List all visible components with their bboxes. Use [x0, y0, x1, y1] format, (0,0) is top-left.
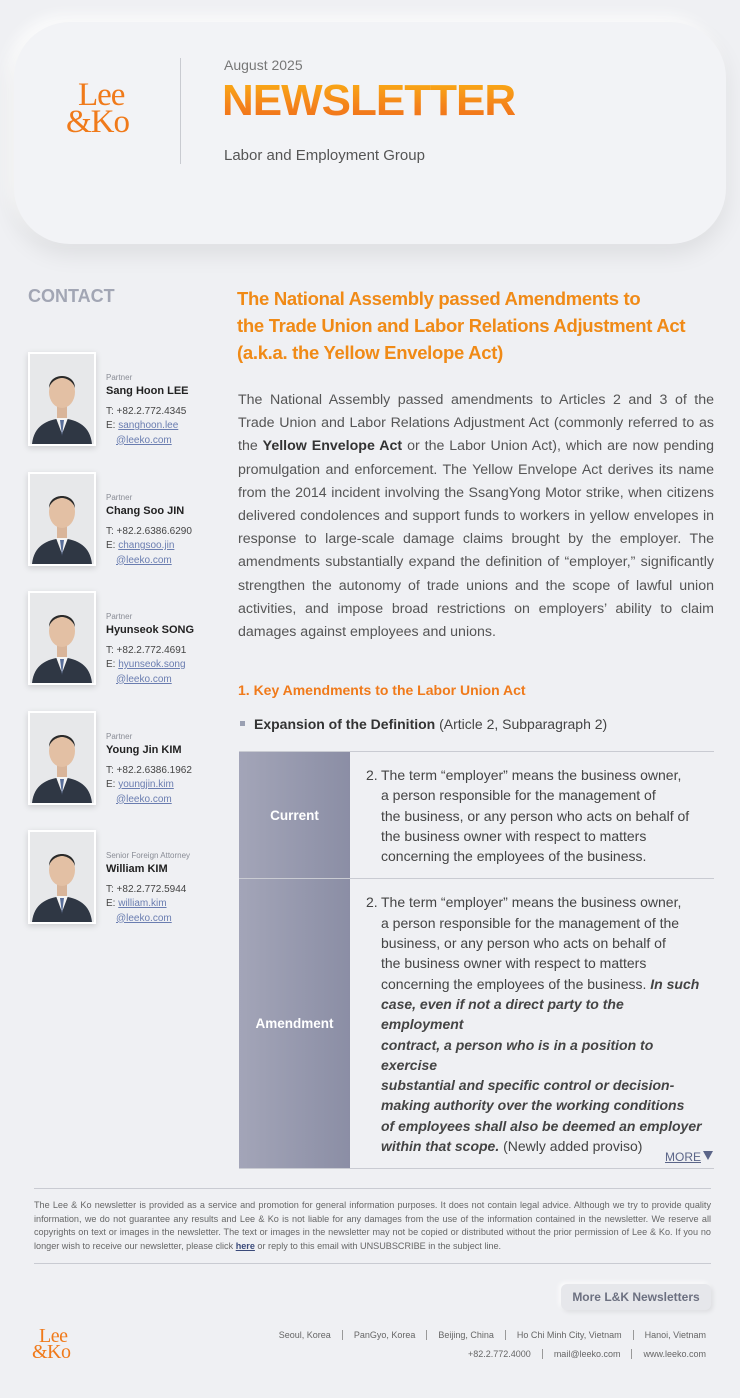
person-phone: T: +82.2.772.4691	[106, 644, 187, 656]
header-divider	[180, 58, 181, 164]
person-photo	[28, 352, 96, 446]
person-name: Chang Soo JIN	[106, 504, 185, 517]
current-label: Current	[239, 752, 350, 878]
office-item: Seoul, Korea	[278, 1330, 331, 1340]
person-role: Partner	[106, 373, 133, 382]
triangle-down-icon[interactable]	[703, 1151, 713, 1160]
person-info: Partner Sang Hoon LEE T: +82.2.772.4345 E: sanghoon.lee @leeko.com	[106, 373, 189, 446]
contact-card	[28, 591, 208, 685]
office-list	[279, 1330, 706, 1340]
practice-group: Labor and Employment Group	[224, 147, 425, 164]
person-email-link[interactable]: william.kim	[118, 898, 167, 910]
person-role: Partner	[106, 732, 133, 741]
disclaimer: The Lee & Ko newsletter is provided as a service and promotion for general information purposes. It does not contain legal advice. Although we try to provide quality information, we do not guarantee any results and Lee & Ko is not liable for any damages from the use of the information contained in the newsletter. We reserve all copyrights on text or images in the newsletter. The text or images in the newsletter may not be copied or distributed without the prior permission of Lee & Ko. If you no longer wish to receive our newsletter, please click here or reply to this email with UNSUBSCRIBE in the subject line.	[34, 1200, 711, 1251]
person-phone: T: +82.2.6386.1962	[106, 764, 192, 776]
person-photo	[28, 472, 96, 566]
table-row-amendment	[239, 879, 714, 1169]
person-phone: T: +82.2.772.5944	[106, 883, 187, 895]
bullet-square-icon	[240, 721, 245, 726]
person-photo	[28, 711, 96, 805]
person-name: Hyunseok SONG	[106, 623, 195, 636]
newsletter-title: NEWSLETTER	[222, 76, 516, 125]
person-photo	[28, 591, 96, 685]
unsubscribe-link[interactable]: here	[235, 1240, 255, 1251]
contact-card	[28, 711, 208, 805]
office-item: PanGyo, Korea	[353, 1330, 416, 1340]
person-name: William KIM	[106, 862, 168, 875]
separator	[342, 1330, 343, 1340]
person-email-domain[interactable]: @leeko.com	[116, 673, 172, 685]
article-title: The National Assembly passed Amendments to the Trade Union and Labor Relations Adjustment Act (a.k.a. the Yellow Envelope Act)	[237, 288, 686, 363]
issue-date: August 2025	[224, 57, 303, 73]
person-phone: T: +82.2.6386.6290	[106, 525, 192, 537]
person-info: Partner Young Jin KIM T: +82.2.6386.1962 E: youngjin.kim @leeko.com	[106, 732, 192, 805]
section-heading: 1. Key Amendments to the Labor Union Act	[238, 682, 526, 698]
divider-bottom	[34, 1263, 711, 1264]
office-item: Beijing, China	[438, 1330, 494, 1340]
person-email-link[interactable]: sanghoon.lee	[118, 420, 179, 432]
person-info: Senior Foreign Attorney William KIM T: +82.2.772.5944 E: william.kim @leeko.com	[106, 851, 191, 924]
person-role: Partner	[106, 612, 133, 621]
person-info: Partner Chang Soo JIN T: +82.2.6386.6290 E: changsoo.jin @leeko.com	[106, 493, 192, 566]
contact-card	[28, 830, 208, 924]
contact-card	[28, 472, 208, 566]
person-email-domain[interactable]: @leeko.com	[116, 554, 172, 566]
firm-website[interactable]: www.leeko.com	[643, 1349, 706, 1359]
firm-contacts	[468, 1349, 706, 1359]
office-item: Hanoi, Vietnam	[644, 1330, 706, 1340]
person-info: Partner Hyunseok SONG T: +82.2.772.4691 E: hyunseok.song @leeko.com	[106, 612, 195, 685]
person-phone: T: +82.2.772.4345	[106, 405, 187, 417]
amendment-text: 2. The term “employer” means the business owner, a person responsible for the management of the business, or any person who acts on behalf of the business owner with respect to matters concerning the employees of the business. In such case, even if not a direct party to the employment contract, a person who is in a position to exercise substantial and specific control or decision- making authority over the working conditions of employees shall also be deemed an employer within that scope. (Newly added proviso)	[366, 894, 702, 1155]
divider-top	[34, 1188, 711, 1189]
amendment-label: Amendment	[239, 879, 350, 1168]
contact-heading: CONTACT	[28, 286, 115, 306]
separator	[505, 1330, 506, 1340]
table-row-current	[239, 752, 714, 879]
person-photo	[28, 830, 96, 924]
person-role: Senior Foreign Attorney	[106, 851, 191, 860]
person-name: Sang Hoon LEE	[106, 384, 189, 397]
separator	[542, 1349, 543, 1359]
separator	[631, 1349, 632, 1359]
person-email-link[interactable]: hyunseok.song	[118, 659, 186, 671]
more-newsletters-button[interactable]: More L&K Newsletters	[561, 1284, 711, 1310]
person-email-link[interactable]: youngjin.kim	[118, 779, 174, 791]
separator	[426, 1330, 427, 1340]
footer-logo[interactable]: Lee &Ko	[32, 1325, 71, 1364]
bullet-item: Expansion of the Definition (Article 2, Subparagraph 2)	[240, 716, 607, 732]
current-text: 2. The term “employer” means the business owner, a person responsible for the management of the business, or any person who acts on behalf of the business owner with respect to matters concerning the employees of the business.	[366, 767, 690, 865]
contact-card	[28, 352, 208, 446]
person-name: Young Jin KIM	[106, 743, 182, 756]
lee-ko-logo[interactable]: Lee &Ko	[66, 77, 129, 141]
article-body: The National Assembly passed amendments to Articles 2 and 3 of the Trade Union and Labor Relations Adjustment Act (commonly referred to as the Yellow Envelope Act or the Labor Union Act), which are now pending promulgation and enforcement. The Yellow Envelope Act derives its name from the 2014 incident involving the SsangYong Motor strike, when citizens delivered condolences and support funds to workers in yellow envelopes in response to large-scale damage claims brought by the employer. The amendments substantially expand the definition of “employer,” significantly strengthen the autonomy of trade unions and the scope of lawful union activities, and impose broad restrictions on employers’ ability to claim damages against employees and unions.	[238, 392, 714, 641]
separator	[633, 1330, 634, 1340]
person-email-link[interactable]: changsoo.jin	[118, 540, 175, 552]
person-email-domain[interactable]: @leeko.com	[116, 793, 172, 805]
person-role: Partner	[106, 493, 133, 502]
firm-email[interactable]: mail@leeko.com	[553, 1349, 621, 1359]
firm-phone[interactable]: +82.2.772.4000	[468, 1349, 531, 1359]
person-email-domain[interactable]: @leeko.com	[116, 434, 172, 446]
more-link[interactable]: MORE	[665, 1150, 701, 1164]
person-email-domain[interactable]: @leeko.com	[116, 912, 172, 924]
comparison-table	[239, 751, 714, 1169]
office-item: Ho Chi Minh City, Vietnam	[516, 1330, 622, 1340]
